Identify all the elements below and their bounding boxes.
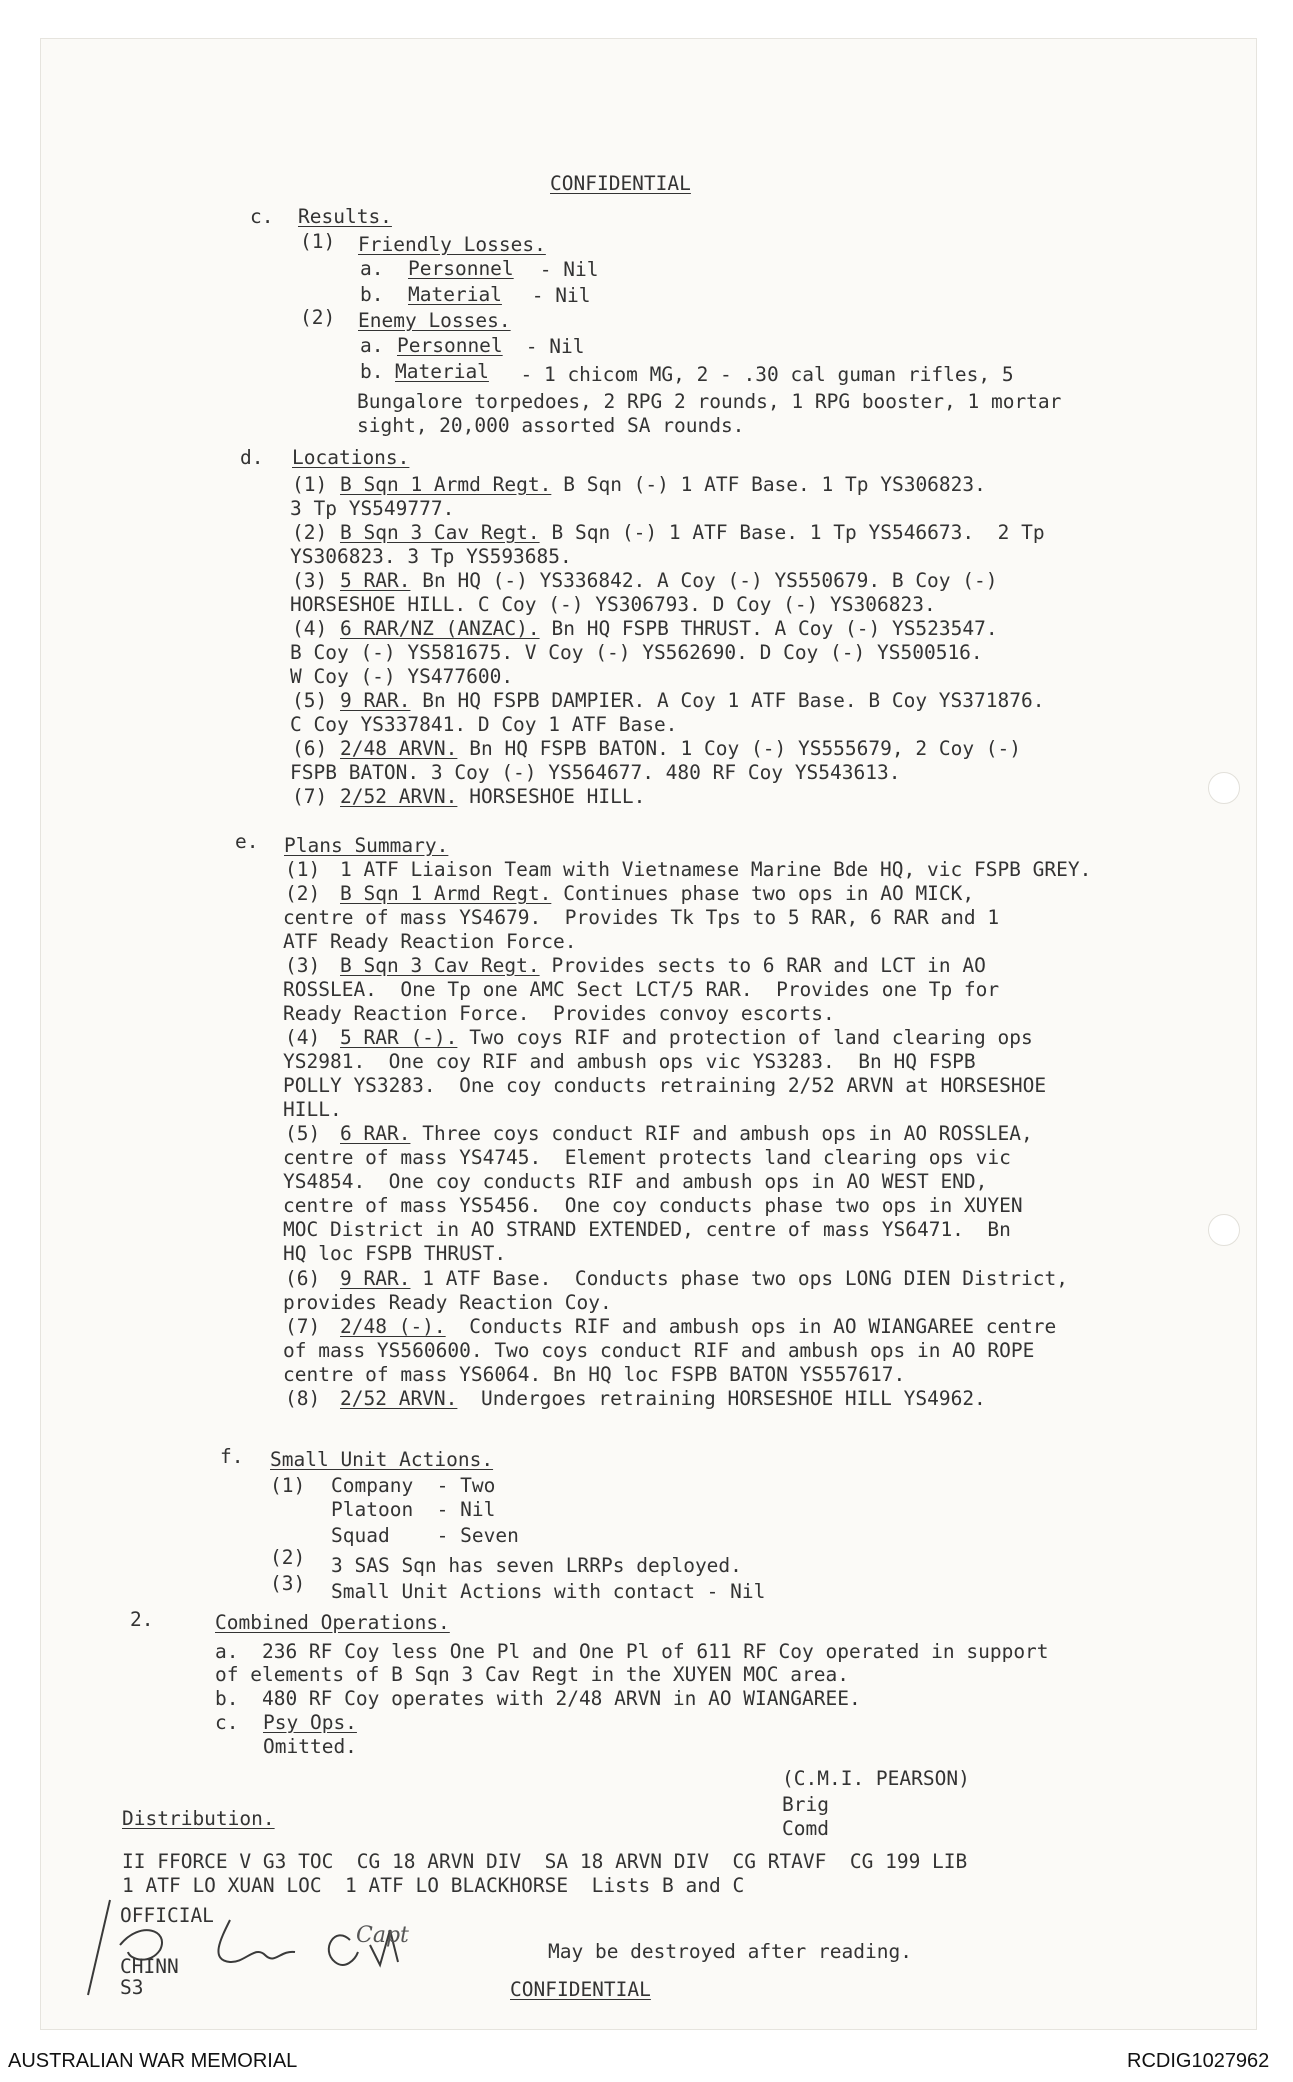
signature-name: (C.M.I. PEARSON) bbox=[782, 1767, 970, 1790]
item-continuation: FSPB BATON. 3 Coy (-) YS564677. 480 RF Coy YS543613. bbox=[290, 761, 901, 784]
enemy-personnel-label: Personnel bbox=[397, 334, 503, 357]
item-unit: 6 RAR. bbox=[340, 1122, 411, 1145]
section-2-marker: 2. bbox=[130, 1608, 154, 1631]
item-continuation: MOC District in AO STRAND EXTENDED, centre of mass YS6471. Bn bbox=[283, 1218, 1011, 1241]
item-number: (8) bbox=[285, 1387, 321, 1410]
item-continuation: C Coy YS337841. D Coy 1 ATF Base. bbox=[290, 713, 678, 736]
friendly-b-marker: b. bbox=[360, 283, 384, 306]
enemy-material-value: - 1 chicom MG, 2 - .30 cal guman rifles, 5 bbox=[497, 363, 1014, 386]
item-unit: 2/48 ARVN. bbox=[340, 737, 458, 760]
item-unit: 6 RAR/NZ (ANZAC). bbox=[340, 617, 540, 640]
friendly-a-marker: a. bbox=[360, 257, 384, 280]
item-continuation: HORSESHOE HILL. C Coy (-) YS306793. D Coy (-) YS306823. bbox=[290, 593, 936, 616]
item-text: Bn HQ FSPB BATON. 1 Coy (-) YS555679, 2 Coy (-) bbox=[457, 737, 1022, 760]
enemy-b-marker: b. bbox=[360, 360, 384, 383]
item-text: B Sqn (-) 1 ATF Base. 1 Tp YS306823. bbox=[551, 473, 986, 496]
small-unit-lrrp: 3 SAS Sqn has seven LRRPs deployed. bbox=[331, 1554, 742, 1577]
enemy-personnel-value: - Nil bbox=[514, 335, 585, 358]
item-continuation: provides Ready Reaction Coy. bbox=[283, 1291, 612, 1314]
section-e-title: Plans Summary. bbox=[284, 834, 449, 857]
item-continuation: HILL. bbox=[283, 1098, 342, 1121]
item-text: HORSESHOE HILL. bbox=[457, 785, 646, 808]
official-label: OFFICIAL bbox=[120, 1904, 214, 1927]
psy-ops-marker: c. bbox=[215, 1711, 239, 1734]
item-continuation: ATF Ready Reaction Force. bbox=[283, 930, 577, 953]
enemy-material-label: Material bbox=[395, 360, 489, 383]
section-c-title: Results. bbox=[298, 205, 392, 228]
small-unit-row: Squad - Seven bbox=[331, 1524, 519, 1547]
item-continuation: B Coy (-) YS581675. V Coy (-) YS562690. D Coy (-) YS500516. bbox=[290, 641, 983, 664]
archive-reference: RCDIG1027962 bbox=[1127, 2050, 1270, 2072]
section-f-title: Small Unit Actions. bbox=[270, 1448, 494, 1471]
psy-ops-title: Psy Ops. bbox=[263, 1711, 357, 1734]
item-continuation: centre of mass YS6064. Bn HQ loc FSPB BATON YS557617. bbox=[283, 1363, 906, 1386]
enemy-losses-title: Enemy Losses. bbox=[358, 309, 511, 332]
item-continuation: W Coy (-) YS477600. bbox=[290, 665, 514, 688]
item-text: Bn HQ (-) YS336842. A Coy (-) YS550679. B Coy (-) bbox=[410, 569, 998, 592]
classification-header: CONFIDENTIAL bbox=[550, 172, 691, 195]
item-continuation: POLLY YS3283. One coy conducts retraining 2/52 ARVN at HORSESHOE bbox=[283, 1074, 1047, 1097]
punch-hole bbox=[1208, 772, 1240, 804]
item-number: (7) bbox=[285, 1315, 321, 1338]
item-continuation: ROSSLEA. One Tp one AMC Sect LCT/5 RAR. Provides one Tp for bbox=[283, 978, 1000, 1001]
item-number: (4) bbox=[285, 1026, 321, 1049]
enemy-num: (2) bbox=[300, 306, 336, 329]
section-d-title: Locations. bbox=[292, 446, 410, 469]
item-number: (2) bbox=[285, 882, 321, 905]
item-continuation: YS2981. One coy RIF and ambush ops vic YS3283. Bn HQ FSPB bbox=[283, 1050, 976, 1073]
destroy-note: May be destroyed after reading. bbox=[548, 1940, 912, 1963]
item-unit: B Sqn 1 Armd Regt. bbox=[340, 473, 552, 496]
combined-ops-a-cont: of elements of B Sqn 3 Cav Regt in the XUYEN MOC area. bbox=[215, 1663, 849, 1686]
item-unit: B Sqn 3 Cav Regt. bbox=[340, 954, 540, 977]
small-unit-num-1: (1) bbox=[270, 1474, 306, 1497]
section-e-marker: e. bbox=[235, 830, 259, 853]
item-number: (3) bbox=[285, 954, 321, 977]
item-unit: B Sqn 1 Armd Regt. bbox=[340, 882, 552, 905]
item-number: (6) bbox=[285, 1267, 321, 1290]
small-unit-row: Company - Two bbox=[331, 1474, 496, 1497]
item-number: (4) bbox=[292, 617, 328, 640]
combined-ops-b: b. 480 RF Coy operates with 2/48 ARVN in AO WIANGAREE. bbox=[215, 1687, 861, 1710]
section-f-marker: f. bbox=[220, 1445, 244, 1468]
classification-footer: CONFIDENTIAL bbox=[510, 1978, 651, 2001]
section-d-marker: d. bbox=[240, 446, 264, 469]
item-number: (7) bbox=[292, 785, 328, 808]
small-unit-row: Platoon - Nil bbox=[331, 1498, 496, 1521]
item-unit: 9 RAR. bbox=[340, 689, 411, 712]
small-unit-num-3: (3) bbox=[270, 1572, 306, 1595]
distribution-title: Distribution. bbox=[122, 1807, 275, 1830]
section-c-marker: c. bbox=[250, 205, 274, 228]
item-unit: 2/48 (-). bbox=[340, 1315, 446, 1338]
friendly-num: (1) bbox=[300, 230, 336, 253]
distribution-line: II FFORCE V G3 TOC CG 18 ARVN DIV SA 18 ARVN DIV CG RTAVF CG 199 LIB bbox=[122, 1850, 968, 1873]
item-continuation: centre of mass YS5456. One coy conducts phase two ops in XUYEN bbox=[283, 1194, 1023, 1217]
item-continuation: centre of mass YS4745. Element protects land clearing ops vic bbox=[283, 1146, 1011, 1169]
item-unit: 2/52 ARVN. bbox=[340, 1387, 458, 1410]
item-text: Conducts RIF and ambush ops in AO WIANGAREE centre bbox=[445, 1315, 1057, 1338]
item-continuation: 3 Tp YS549777. bbox=[290, 497, 455, 520]
section-2-title: Combined Operations. bbox=[215, 1611, 450, 1634]
signature-rank: Brig bbox=[782, 1793, 829, 1816]
enemy-material-cont: Bungalore torpedoes, 2 RPG 2 rounds, 1 RPG booster, 1 mortar bbox=[357, 390, 1062, 413]
item-number: (1) bbox=[285, 858, 321, 881]
item-continuation: centre of mass YS4679. Provides Tk Tps to 5 RAR, 6 RAR and 1 bbox=[283, 906, 1000, 929]
item-number: (1) bbox=[292, 473, 328, 496]
friendly-personnel-label: Personnel bbox=[408, 257, 514, 280]
item-continuation: YS4854. One coy conducts RIF and ambush ops in AO WEST END, bbox=[283, 1170, 988, 1193]
official-handwritten-rank: Capt bbox=[356, 1923, 409, 1948]
item-unit: 5 RAR. bbox=[340, 569, 411, 592]
friendly-material-value: - Nil bbox=[520, 284, 591, 307]
friendly-losses-title: Friendly Losses. bbox=[358, 233, 546, 256]
item-continuation: Ready Reaction Force. Provides convoy escorts. bbox=[283, 1002, 835, 1025]
signature-role: Comd bbox=[782, 1817, 829, 1840]
item-text: Bn HQ FSPB DAMPIER. A Coy 1 ATF Base. B Coy YS371876. bbox=[410, 689, 1045, 712]
punch-hole bbox=[1208, 1214, 1240, 1246]
distribution-line: 1 ATF LO XUAN LOC 1 ATF LO BLACKHORSE Lists B and C bbox=[122, 1874, 745, 1897]
item-text: Bn HQ FSPB THRUST. A Coy (-) YS523547. bbox=[539, 617, 998, 640]
item-number: (6) bbox=[292, 737, 328, 760]
archive-name: AUSTRALIAN WAR MEMORIAL bbox=[8, 2050, 298, 2072]
item-continuation: HQ loc FSPB THRUST. bbox=[283, 1242, 507, 1265]
item-unit: 5 RAR (-). bbox=[340, 1026, 458, 1049]
item-text: Provides sects to 6 RAR and LCT in AO bbox=[539, 954, 986, 977]
item-text: Two coys RIF and protection of land clearing ops bbox=[457, 1026, 1033, 1049]
item-unit: 9 RAR. bbox=[340, 1267, 411, 1290]
small-unit-contact: Small Unit Actions with contact - Nil bbox=[331, 1580, 766, 1603]
item-continuation: YS306823. 3 Tp YS593685. bbox=[290, 545, 572, 568]
item-text: B Sqn (-) 1 ATF Base. 1 Tp YS546673. 2 Tp bbox=[539, 521, 1045, 544]
item-text: Continues phase two ops in AO MICK, bbox=[551, 882, 975, 905]
psy-ops-value: Omitted. bbox=[263, 1735, 357, 1758]
item-unit: 2/52 ARVN. bbox=[340, 785, 458, 808]
official-name: CHINN bbox=[120, 1955, 179, 1978]
item-number: (2) bbox=[292, 521, 328, 544]
item-number: (3) bbox=[292, 569, 328, 592]
item-text: Three coys conduct RIF and ambush ops in AO ROSSLEA, bbox=[410, 1122, 1033, 1145]
small-unit-num-2: (2) bbox=[270, 1546, 306, 1569]
item-number: (5) bbox=[285, 1122, 321, 1145]
combined-ops-a: a. 236 RF Coy less One Pl and One Pl of 611 RF Coy operated in support bbox=[215, 1640, 1049, 1663]
item-text: 1 ATF Base. Conducts phase two ops LONG DIEN District, bbox=[410, 1267, 1068, 1290]
item-unit: B Sqn 3 Cav Regt. bbox=[340, 521, 540, 544]
friendly-material-label: Material bbox=[408, 283, 502, 306]
item-number: (5) bbox=[292, 689, 328, 712]
official-branch: S3 bbox=[120, 1976, 144, 1999]
item-text: 1 ATF Liaison Team with Vietnamese Marine Bde HQ, vic FSPB GREY. bbox=[340, 858, 1092, 881]
item-text: Undergoes retraining HORSESHOE HILL YS4962. bbox=[457, 1387, 986, 1410]
enemy-material-cont: sight, 20,000 assorted SA rounds. bbox=[357, 414, 745, 437]
enemy-a-marker: a. bbox=[360, 334, 384, 357]
friendly-personnel-value: - Nil bbox=[528, 258, 599, 281]
item-continuation: of mass YS560600. Two coys conduct RIF and ambush ops in AO ROPE bbox=[283, 1339, 1035, 1362]
